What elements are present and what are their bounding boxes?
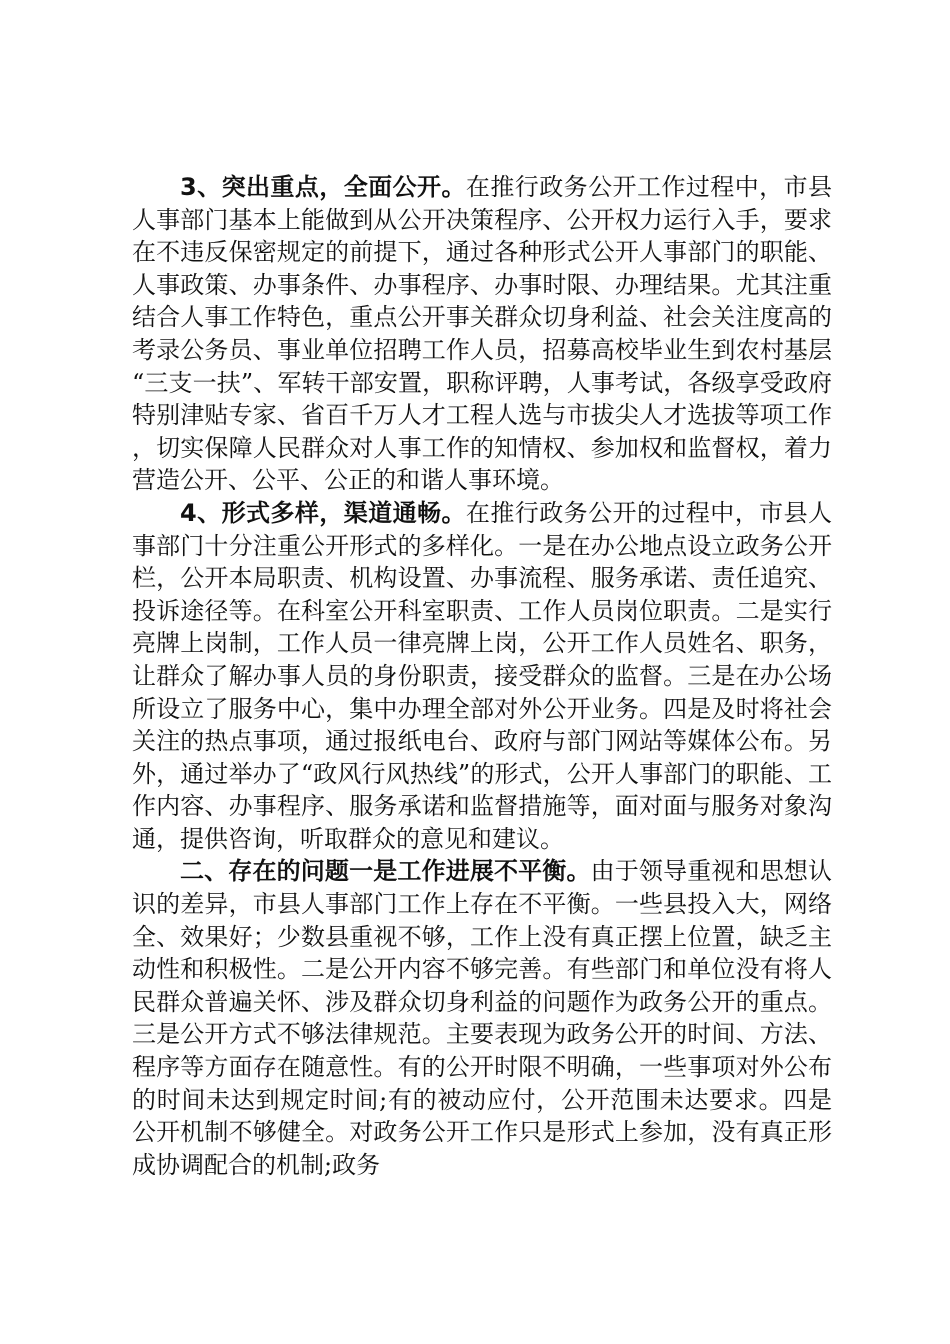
paragraph-heading: 4、形式多样，渠道通畅。 bbox=[180, 498, 466, 527]
document-page bbox=[132, 171, 832, 1181]
paragraph-body: 在推行政务公开的过程中，市县人事部门十分注重公开形式的多样化。一是在办公地点设立政务公开栏，公开本局职责、机构设置、办事流程、服务承诺、责任追究、投诉途径等。在科室公开科室职责、工作人员岗位职责。二是实行亮牌上岗制，工作人员一律亮牌上岗，公开工作人员姓名、职务，让群众了解办事人员的身份职责，接受群众的监督。三是在办公场所设立了服务中心，集中办理全部对外公开业务。四是及时将社会关注的热点事项，通过报纸电台、政府与部门网站等媒体公布。另外，通过举办了“政风行风热线”的形式，公开人事部门的职能、工作内容、办事程序、服务承诺和监督措施等，面对面与服务对象沟通，提供咨询，听取群众的意见和建议。 bbox=[132, 498, 833, 853]
paragraph-heading: 二、存在的问题一是工作进展不平衡。 bbox=[180, 857, 591, 886]
paragraph-openness-focus bbox=[132, 171, 832, 497]
paragraph-body: 由于领导重视和思想认识的差异，市县人事部门工作上存在不平衡。一些县投入大，网络全、效果好；少数县重视不够，工作上没有真正摆上位置，缺乏主动性和积极性。二是公开内容不够完善。有些部门和单位没有将人民群众普遍关怀、涉及群众切身利益的问题作为政务公开的重点。三是公开方式不够法律规范。主要表现为政务公开的时间、方法、程序等方面存在随意性。有的公开时限不明确，一些事项对外公布的时间未达到规定时间;有的被动应付，公开范围未达要求。四是公开机制不够健全。对政务公开工作只是形式上参加，没有真正形成协调配合的机制;政务 bbox=[132, 857, 833, 1179]
paragraph-diverse-forms bbox=[132, 497, 832, 856]
paragraph-heading: 3、突出重点，全面公开。 bbox=[180, 173, 466, 201]
paragraph-body: 在推行政务公开工作过程中，市县人事部门基本上能做到从公开决策程序、公开权力运行入手，要求在不违反保密规定的前提下，通过各种形式公开人事部门的职能、人事政策、办事条件、办事程序、办事时限、办理结果。尤其注重结合人事工作特色，重点公开事关群众切身利益、社会关注度高的考录公务员、事业单位招聘工作人员，招募高校毕业生到农村基层“三支一扶”、军转干部安置，职称评聘，人事考试，各级享受政府特别津贴专家、省百千万人才工程人选与市拔尖人才选拔等项工作，切实保障人民群众对人事工作的知情权、参加权和监督权，着力营造公开、公平、公正的和谐人事环境。 bbox=[132, 173, 833, 495]
paragraph-existing-problems bbox=[132, 855, 832, 1181]
